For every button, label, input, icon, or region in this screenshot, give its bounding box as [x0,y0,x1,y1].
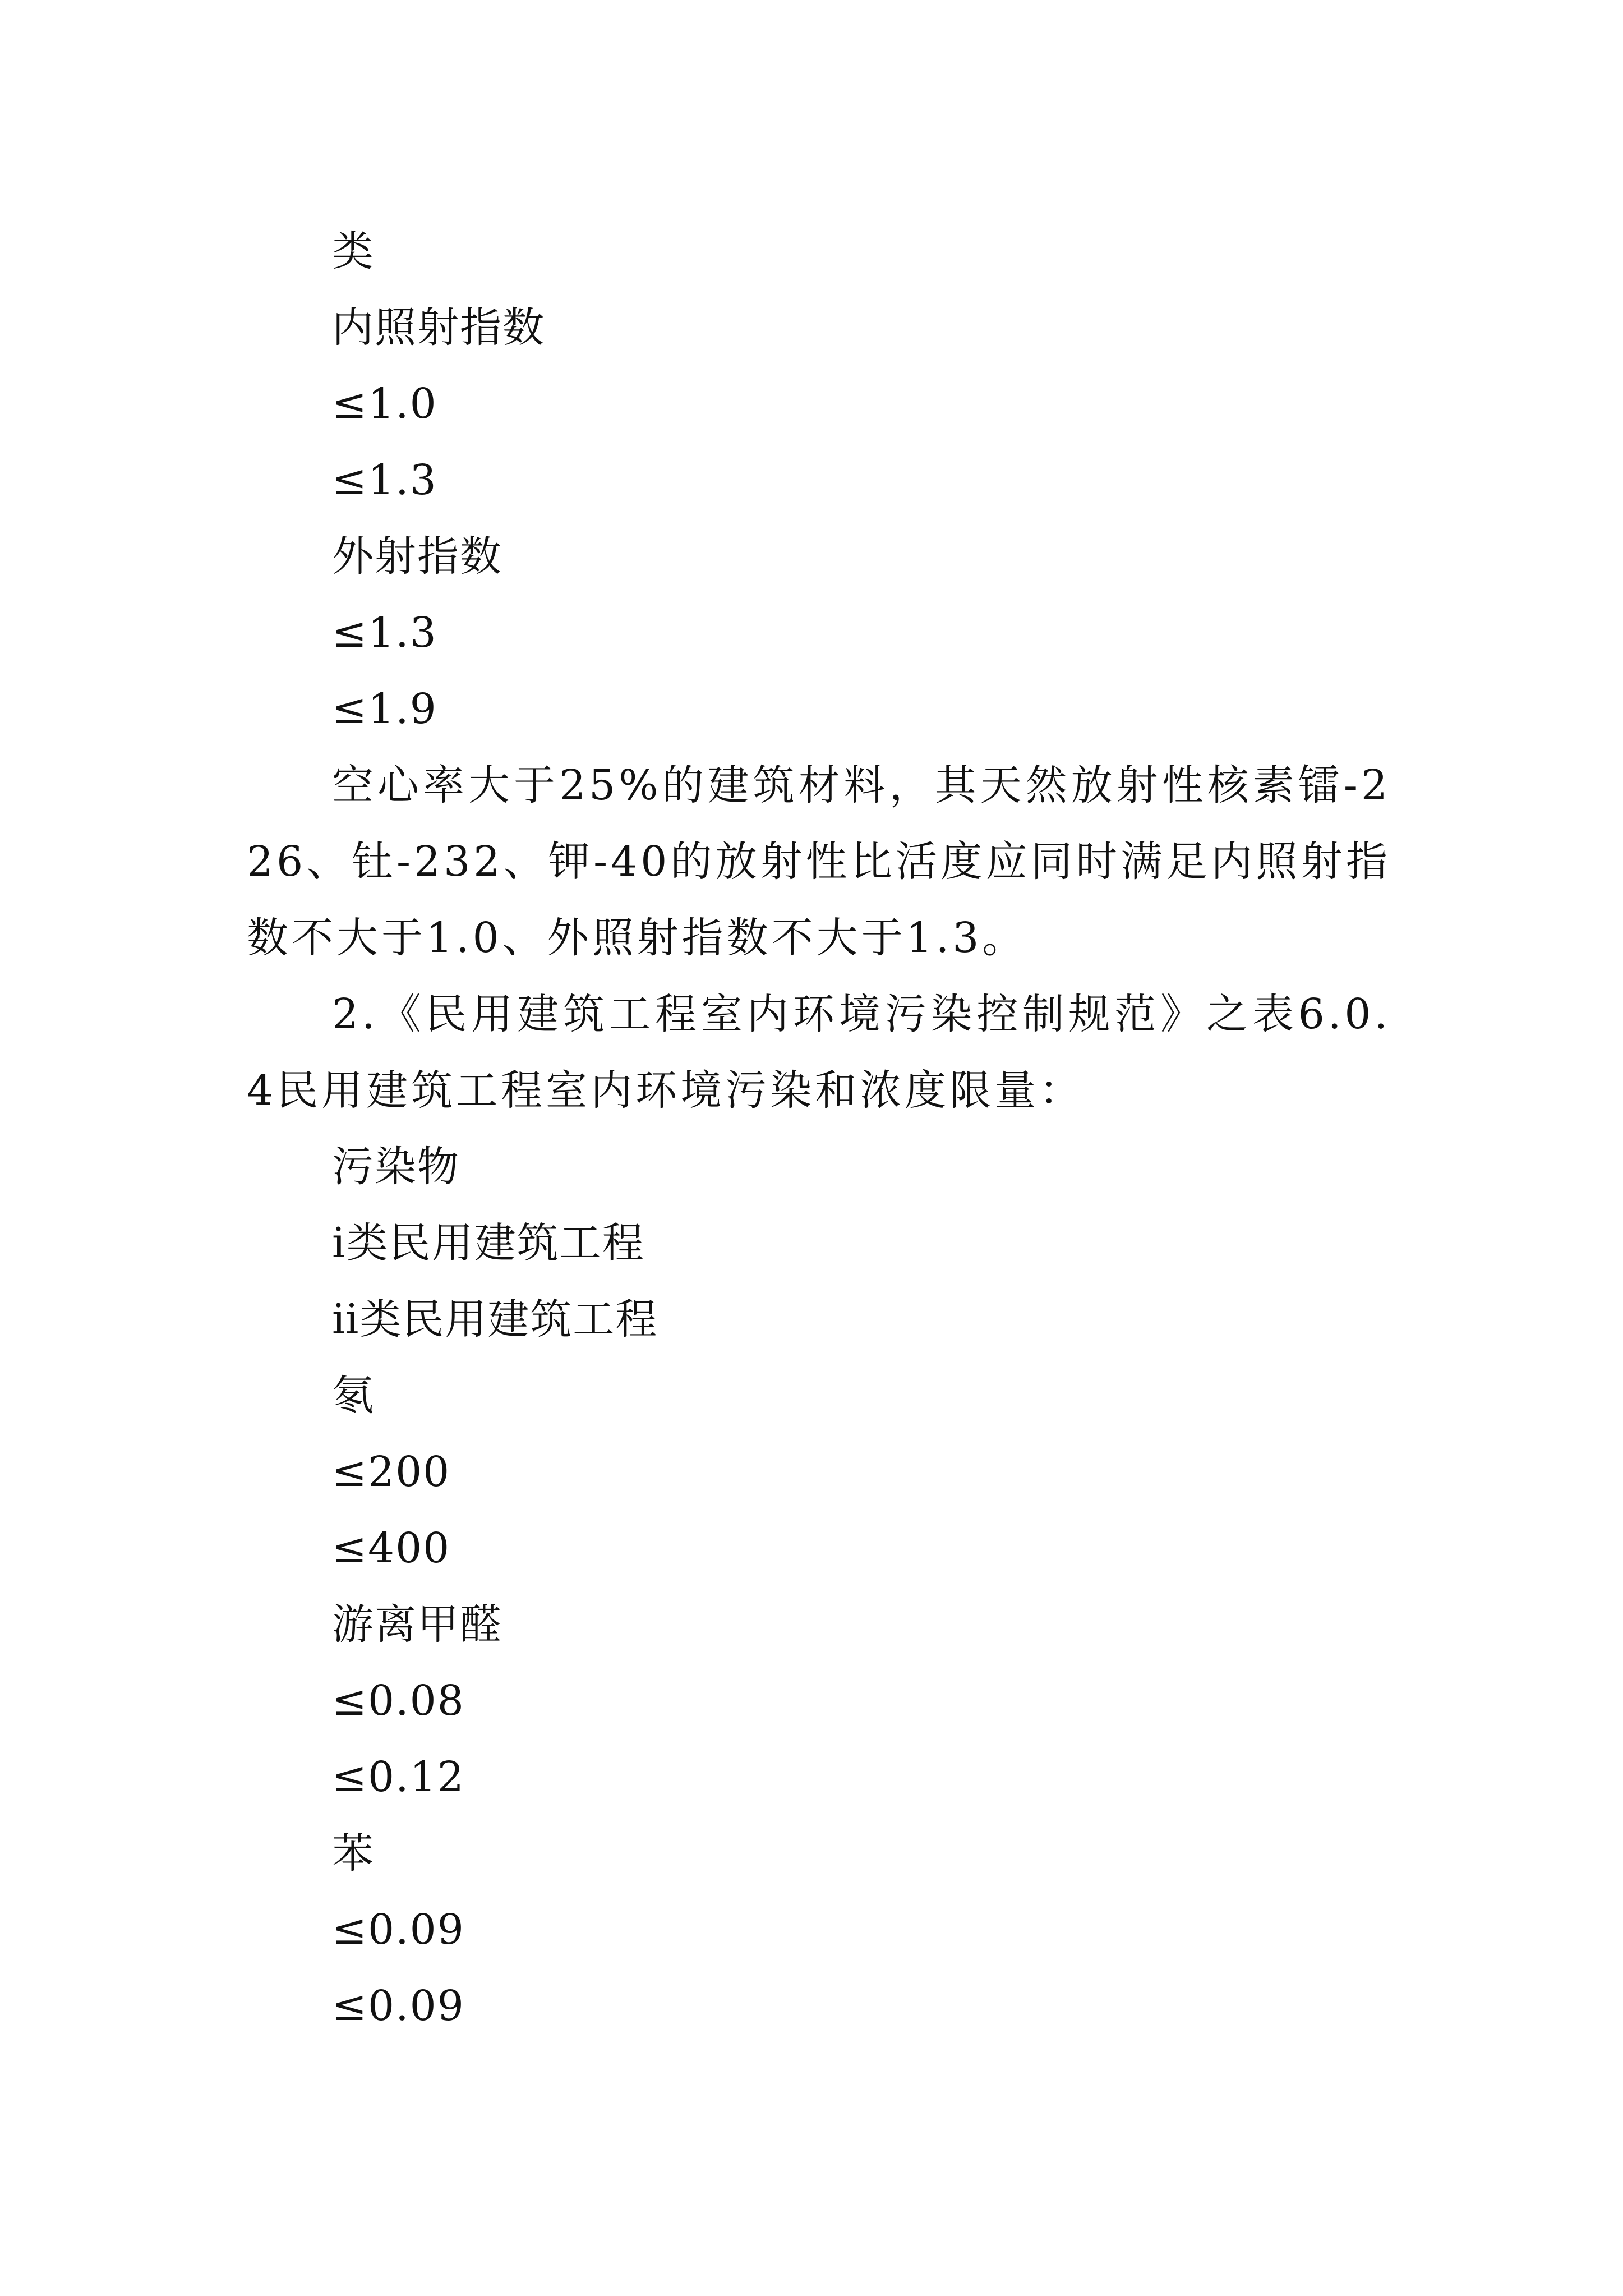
table2-header-class2: ⅱ类民用建筑工程 [332,1295,658,1343]
table1-inner-value-a: ≤1.0 [332,380,437,428]
table1-outer-value-a: ≤1.3 [332,609,437,657]
table2-row-benzene-name: 苯 [332,1829,375,1878]
paragraph-hollow-materials: 空心率大于25%的建筑材料，其天然放射性核素镭-226、钍-232、钾-40的放射性比活度应同时满足内照射指数不大于1.0、外照射指数不大于1.3。 [247,761,1391,962]
table2-row-radon-class2: ≤400 [332,1524,451,1572]
table1-outer-index-label: 外射指数 [332,532,502,581]
table2-row-benzene-class1: ≤0.09 [332,1906,465,1954]
table1-outer-value-b: ≤1.9 [332,685,437,733]
table2-row-formaldehyde-class1: ≤0.08 [332,1677,465,1725]
table2-row-radon-name: 氡 [332,1372,375,1420]
table1-inner-index-label: 内照射指数 [332,303,545,352]
table2-row-benzene-class2: ≤0.09 [332,1982,465,2030]
table2-row-formaldehyde-name: 游离甲醛 [332,1600,502,1649]
table2-header-class1: ⅰ类民用建筑工程 [332,1219,645,1267]
table1-inner-value-b: ≤1.3 [332,456,437,504]
table1-class-header: 类 [332,227,375,275]
table2-row-formaldehyde-class2: ≤0.12 [332,1753,465,1801]
page-content [247,213,1391,2044]
table2-header-pollutant: 污染物 [332,1143,460,1191]
paragraph-section-2: 2.《民用建筑工程室内环境污染控制规范》之表6.0.4民用建筑工程室内环境污染和浓度限量： [247,990,1391,1115]
table2-row-radon-class1: ≤200 [332,1448,451,1496]
